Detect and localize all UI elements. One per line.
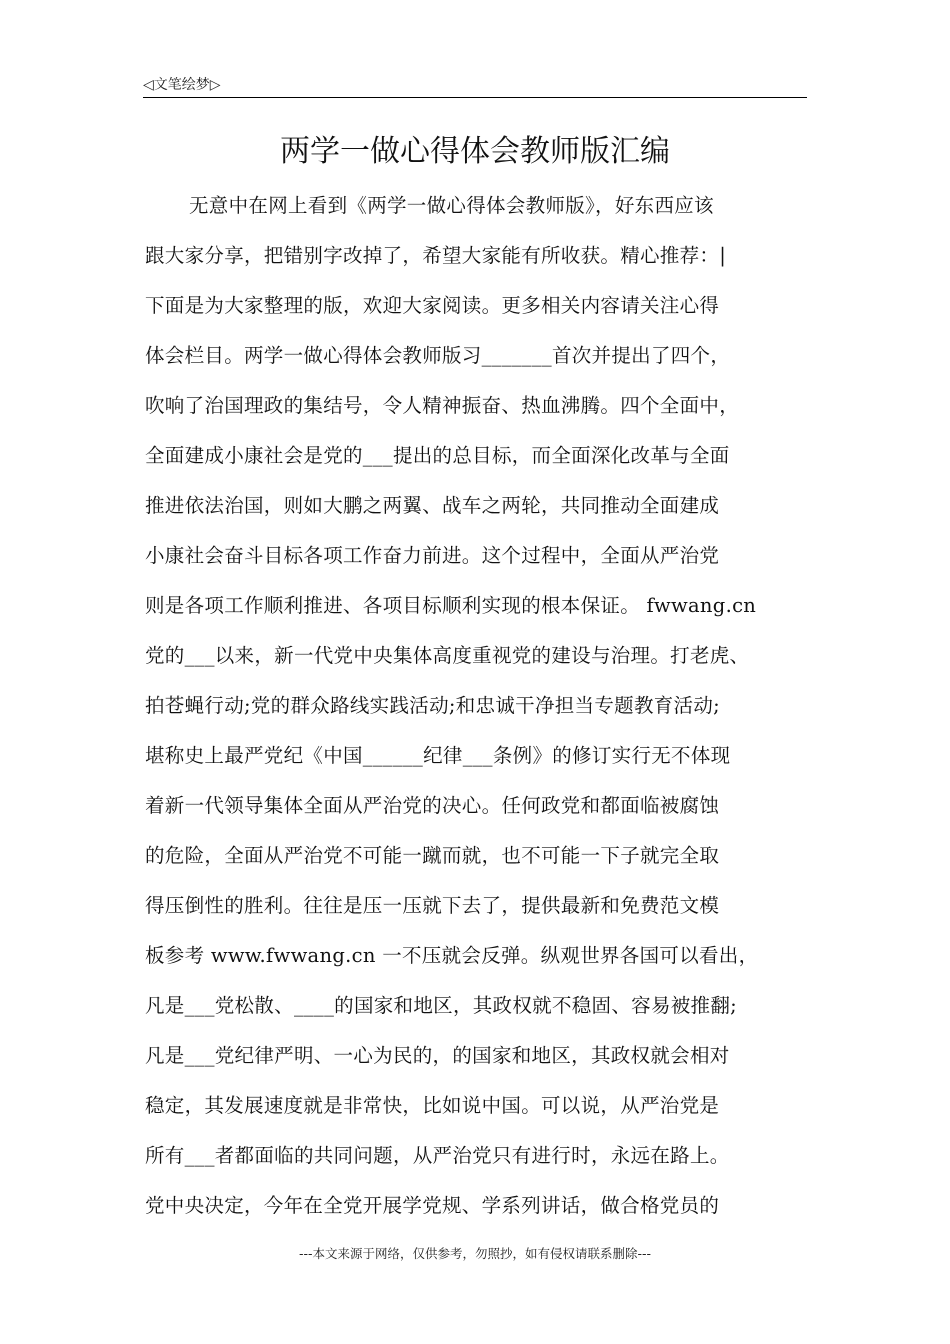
document-title: 两学一做心得体会教师版汇编 (280, 134, 670, 169)
body-line: 的危险，全面从严治党不可能一蹴而就，也不可能一下子就完全取 (145, 844, 720, 867)
body-line: 着新一代领导集体全面从严治党的决心。任何政党和都面临被腐蚀 (145, 794, 720, 817)
body-line: 跟大家分享，把错别字改掉了，希望大家能有所收获。精心推荐：| (145, 244, 727, 267)
body-line: 推进依法治国，则如大鹏之两翼、战车之两轮，共同推动全面建成 (145, 494, 720, 517)
body-line: 堪称史上最严党纪《中国______纪律___条例》的修订实行无不体现 (145, 744, 731, 767)
body-line: 无意中在网上看到《两学一做心得体会教师版》，好东西应该 (189, 194, 714, 217)
body-line: 板参考 www.fwwang.cn 一不压就会反弹。纵观世界各国可以看出， (145, 944, 759, 967)
body-line: 下面是为大家整理的版，欢迎大家阅读。更多相关内容请关注心得 (145, 294, 720, 317)
body-line: 稳定，其发展速度就是非常快，比如说中国。可以说，从严治党是 (145, 1094, 720, 1117)
footer-disclaimer: ---本文来源于网络，仅供参考，勿照抄，如有侵权请联系删除--- (298, 1246, 652, 1261)
body-line: 吹响了治国理政的集结号，令人精神振奋、热血沸腾。四个全面中， (145, 394, 740, 417)
body-line: 党的___以来，新一代党中央集体高度重视党的建设与治理。打老虎、 (145, 644, 750, 667)
body-line: 所有___者都面临的共同问题，从严治党只有进行时，永远在路上。 (145, 1144, 730, 1167)
header-rule (143, 97, 807, 98)
header-text: ◁文笔绘梦▷ (143, 77, 221, 93)
body-line: 得压倒性的胜利。往往是压一压就下去了，提供最新和免费范文模 (145, 894, 720, 917)
body-line: 党中央决定，今年在全党开展学党规、学系列讲话，做合格党员的 (145, 1194, 720, 1217)
body-line: 小康社会奋斗目标各项工作奋力前进。这个过程中，全面从严治党 (145, 544, 720, 567)
body-line: 体会栏目。两学一做心得体会教师版习_______首次并提出了四个， (145, 344, 731, 367)
body-line: 凡是___党松散、____的国家和地区，其政权就不稳固、容易被推翻; (145, 994, 738, 1017)
document-body (145, 181, 815, 1231)
body-line: 全面建成小康社会是党的___提出的总目标，而全面深化改革与全面 (145, 444, 730, 467)
body-line: 拍苍蝇行动;党的群众路线实践活动;和忠诚干净担当专题教育活动; (145, 694, 721, 717)
body-line: 则是各项工作顺利推进、各项目标顺利实现的根本保证。 fwwang.cn (145, 594, 757, 617)
body-line: 凡是___党纪律严明、一心为民的，的国家和地区，其政权就会相对 (145, 1044, 730, 1067)
